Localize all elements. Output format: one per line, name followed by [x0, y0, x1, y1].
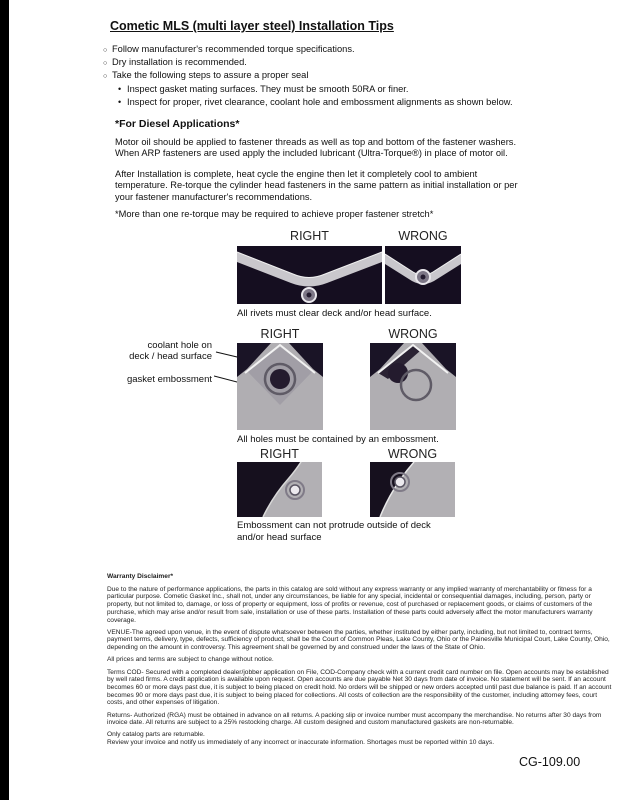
- diesel-paragraph-1: Motor oil should be applied to fastener threads as well as top and bottom of the fastener washers. When ARP fasteners are used apply the included lubricant (Ultra-Torque®) in place of motor oil.: [115, 137, 517, 159]
- fig1-right-label: RIGHT: [290, 229, 329, 243]
- fig2-right-image: [237, 343, 323, 430]
- legal-paragraph: Only catalog parts are returnable.: [107, 731, 205, 739]
- fig3-right-image: [237, 462, 322, 517]
- fig3-right-label: RIGHT: [260, 447, 299, 461]
- fig1-wrong-image: [385, 246, 461, 304]
- legal-paragraph: Returns- Authorized (RGA) must be obtained in advance on all returns. A packing slip or invoice number must accompany the merchandise. No returns after 30 days from invoice date. All returns are subject to a 25% restocking charge. All custom designed and custom manufactured gaskets are non-returnable.: [107, 711, 602, 727]
- legal-paragraph: Terms COD- Secured with a completed dealer/jobber application on File, COD-Company check with a current credit card number on file. Open accounts may be established by well rated firms. A credit application is available upon request. Open accounts are due payable Net 30 days from date of invoice. No statement will be sent. If an account becomes 60 or more days past due, it is subject to being placed on credit hold. No orders will be shipped or new orders accepted until past due balance is paid. If an account becomes 90 or more days past due, it is subject to being placed for collections. All costs of collection are the responsibility of the customer, including attorney fees, court costs, and other expenses of litigation.: [107, 668, 612, 707]
- fig2-right-label: RIGHT: [260, 327, 300, 341]
- fig3-caption: Embossment can not protrude outside of deck and/or head surface: [237, 520, 431, 543]
- coolant-callout-line1: coolant hole on: [147, 340, 212, 351]
- tip-item: ○ Follow manufacturer's recommended torque specifications.: [103, 44, 558, 56]
- fig2-wrong-image: [370, 343, 456, 430]
- gasket-embossment-callout: gasket embossment: [126, 374, 212, 385]
- document-number: CG-109.00: [519, 755, 581, 769]
- fig3-wrong-label: WRONG: [387, 447, 438, 461]
- coolant-callout-line2: deck / head surface: [129, 351, 212, 362]
- diesel-heading: *For Diesel Applications*: [115, 118, 240, 130]
- retorque-note: *More than one re-torque may be required to achieve proper fastener stretch*: [115, 209, 434, 219]
- legal-paragraph: VENUE-The agreed upon venue, in the event of dispute whatsoever between the parties, whether instituted by either party, including, but not limited to, contract terms, payment terms, delivery, type, defects, sufficiency of product, shall be the Court of Common Pleas, Lake County, Ohio or the Painesville Municipal Court, Lake County, Ohio, depending on the amount in controversy. This agreement shall be governed by and construed under the laws of the State of Ohio.: [107, 628, 610, 652]
- warranty-heading: Warranty Disclaimer*: [107, 573, 174, 580]
- tip-subitem: • Inspect gasket mating surfaces. They must be smooth 50RA or finer.: [118, 84, 558, 96]
- fig1-wrong-label: WRONG: [398, 229, 448, 243]
- legal-paragraph: All prices and terms are subject to change without notice.: [107, 656, 274, 664]
- legal-section: [107, 573, 612, 751]
- coolant-hole-icon: [388, 363, 408, 383]
- coolant-hole-callout: [116, 340, 212, 362]
- tip-item: ○ Take the following steps to assure a proper seal: [103, 70, 558, 82]
- fig3-wrong-image: [370, 462, 455, 517]
- legal-paragraph: Review your invoice and notify us immediately of any incorrect or inaccurate information. Shortages must be reported within 10 days.: [107, 739, 495, 747]
- diesel-paragraph-2: After Installation is complete, heat cycle the engine then let it completely cool to ambient temperature. Re-torque the cylinder head fasteners in the same pattern as initial installation or per your fastener manufacturer's recommendations.: [115, 169, 518, 202]
- fig2-caption: All holes must be contained by an embossment.: [237, 434, 439, 445]
- tips-list: [103, 44, 558, 110]
- scan-edge-strip: [0, 0, 9, 800]
- hole-icon: [290, 485, 300, 495]
- tip-subitem: • Inspect for proper, rivet clearance, coolant hole and embossment alignments as shown below.: [118, 97, 558, 109]
- hole-icon: [395, 477, 405, 487]
- fig2-wrong-label: WRONG: [388, 327, 438, 341]
- tip-item: ○ Dry installation is recommended.: [103, 57, 558, 69]
- page-title: Cometic MLS (multi layer steel) Installation Tips: [110, 19, 394, 33]
- legal-paragraph: Due to the nature of performance applications, the parts in this catalog are sold without any express warranty or any implied warranty of merchantability or fitness for a particular purpose. Cometic Gasket Inc., shall not, under any circumstances, be liable for any special, incidental or consequential damages, including, person, party or property, but not limited to, damage, or loss of property or equipment, loss of profits or revenue, cost of purchased or replacement goods, or claims of customers of the purchase, which may arise and/or result from sale, installation or use of these parts. Installation of these parts could adversely affect the motor manufacturers warranty coverage.: [107, 585, 593, 624]
- fig1-right-image: [237, 246, 382, 304]
- coolant-hole-icon: [270, 369, 290, 389]
- fig1-caption: All rivets must clear deck and/or head surface.: [237, 308, 432, 319]
